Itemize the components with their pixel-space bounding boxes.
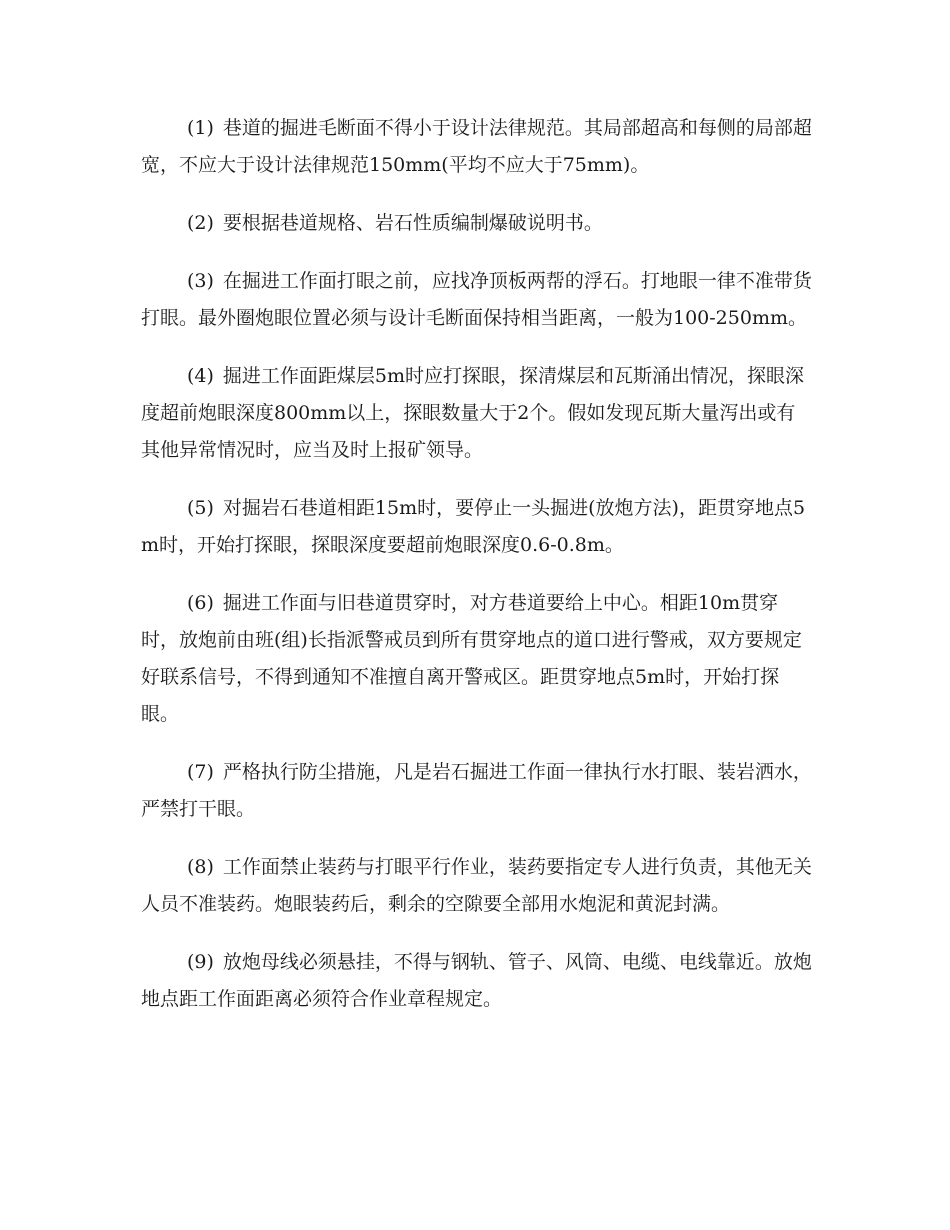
paragraph-1	[141, 110, 813, 184]
paragraph-text: 在掘进工作面打眼之前，应找净顶板两帮的浮石。打地眼一律不准带货打眼。最外圈炮眼位置必须与设计毛断面保持相当距离，一般为100-250mm。	[141, 270, 812, 329]
paragraph-text: 巷道的掘进毛断面不得小于设计法律规范。其局部超高和每侧的局部超宽，不应大于设计法律规范150mm(平均不应大于75mm)。	[141, 117, 812, 176]
paragraph-text: 要根据巷道规格、岩石性质编制爆破说明书。	[222, 212, 603, 234]
paragraph-number: (1)	[187, 117, 214, 139]
paragraph-number: (3)	[187, 270, 214, 292]
paragraph-3	[141, 263, 813, 337]
paragraph-number: (8)	[187, 856, 214, 878]
paragraph-8	[141, 849, 813, 923]
paragraph-text: 掘进工作面与旧巷道贯穿时，对方巷道要给上中心。相距10m贯穿时，放炮前由班(组)长指派警戒员到所有贯穿地点的道口进行警戒，双方要规定好联系信号，不得到通知不准擅自离开警戒区。距贯穿地点5m时，开始打探眼。	[141, 592, 802, 725]
paragraph-4	[141, 358, 813, 469]
paragraph-number: (4)	[187, 365, 214, 387]
paragraph-text: 掘进工作面距煤层5m时应打探眼，探清煤层和瓦斯涌出情况，探眼深度超前炮眼深度800mm以上，探眼数量大于2个。假如发现瓦斯大量泻出或有其他异常情况时，应当及时上报矿领导。	[141, 365, 805, 461]
paragraph-2	[141, 205, 813, 242]
paragraph-number: (5)	[187, 497, 214, 519]
paragraph-number: (6)	[187, 592, 214, 614]
document-body	[141, 110, 813, 1039]
paragraph-7	[141, 754, 813, 828]
paragraph-text: 放炮母线必须悬挂，不得与钢轨、管子、风筒、电缆、电线靠近。放炮地点距工作面距离必须符合作业章程规定。	[141, 951, 812, 1010]
paragraph-9	[141, 944, 813, 1018]
paragraph-number: (7)	[187, 761, 214, 783]
paragraph-6	[141, 585, 813, 733]
paragraph-text: 工作面禁止装药与打眼平行作业，装药要指定专人进行负责，其他无关人员不准装药。炮眼装药后，剩余的空隙要全部用水炮泥和黄泥封满。	[141, 856, 812, 915]
paragraph-number: (2)	[187, 212, 214, 234]
paragraph-text: 严格执行防尘措施，凡是岩石掘进工作面一律执行水打眼、装岩洒水，严禁打干眼。	[141, 761, 812, 820]
paragraph-number: (9)	[187, 951, 214, 973]
paragraph-text: 对掘岩石巷道相距15m时，要停止一头掘进(放炮方法)，距贯穿地点5m时，开始打探眼，探眼深度要超前炮眼深度0.6-0.8m。	[141, 497, 806, 556]
paragraph-5	[141, 490, 813, 564]
